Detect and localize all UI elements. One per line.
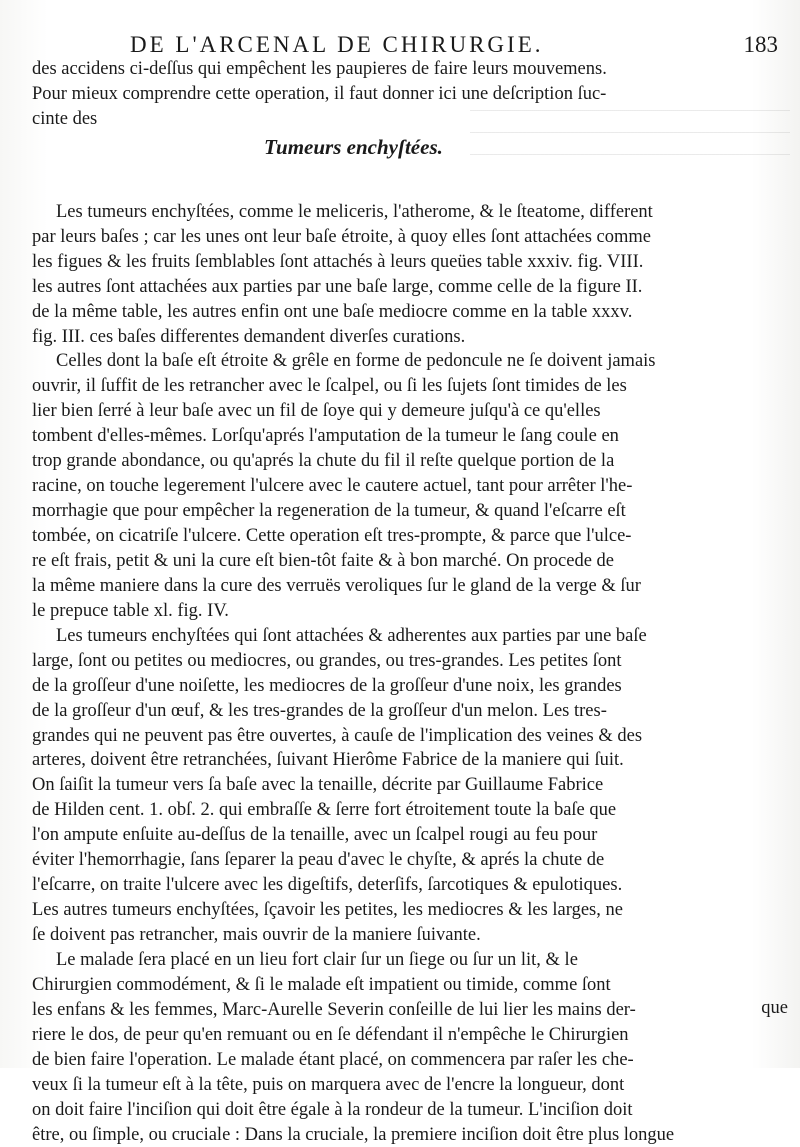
text-line: de la groſſeur d'une noiſette, les mediocres de la groſſeur d'une noix, les grandes bbox=[32, 674, 792, 699]
running-title: DE L'ARCENAL DE CHIRURGIE. bbox=[130, 32, 544, 58]
text-line: les figues & les fruits ſemblables ſont attachés à leurs queües table xxxiv. fig. VIII. bbox=[32, 250, 792, 275]
text-line: riere le dos, de peur qu'en remuant ou en ſe défendant il n'empêche le Chirurgien bbox=[32, 1023, 792, 1048]
blank-space bbox=[32, 162, 792, 200]
text-line: ouvrir, il ſuffit de les retrancher avec le ſcalpel, ou ſi les ſujets ſont timides de les bbox=[32, 374, 792, 399]
text-line: re eſt frais, petit & uni la cure eſt bien-tôt faite & à bon marché. On procede de bbox=[32, 549, 792, 574]
text-line: de la même table, les autres enfin ont une baſe mediocre comme en la table xxxv. bbox=[32, 300, 792, 325]
text-line: cinte des bbox=[32, 107, 792, 132]
text-line: tombent d'elles-mêmes. Lorſqu'aprés l'amputation de la tumeur le ſang coule en bbox=[32, 424, 792, 449]
text-line: tombée, on cicatriſe l'ulcere. Cette operation eſt tres-prompte, & parce que l'ulce- bbox=[32, 524, 792, 549]
text-line: l'on ampute enſuite au-deſſus de la tenaille, avec un ſcalpel rougi au feu pour bbox=[32, 823, 792, 848]
text-line: Le malade ſera placé en un lieu fort clair ſur un ſiege ou ſur un lit, & le bbox=[32, 948, 792, 973]
section-title: Tumeurs enchyſtées. bbox=[32, 132, 792, 162]
text-line: grandes qui ne peuvent pas être ouvertes, à cauſe de l'implication des veines & des bbox=[32, 724, 792, 749]
text-line: large, ſont ou petites ou mediocres, ou grandes, ou tres-grandes. Les petites ſont bbox=[32, 649, 792, 674]
text-line: veux ſi la tumeur eſt à la tête, puis on marquera avec de l'encre la longueur, dont bbox=[32, 1073, 792, 1098]
text-line: Chirurgien commodément, & ſi le malade eſt impatient ou timide, comme ſont bbox=[32, 973, 792, 998]
text-line: fig. III. ces baſes differentes demandent diverſes curations. bbox=[32, 325, 792, 350]
text-line: morrhagie que pour empêcher la regeneration de la tumeur, & quand l'eſcarre eſt bbox=[32, 499, 792, 524]
text-line: éviter l'hemorrhagie, ſans ſeparer la peau d'avec le chyſte, & aprés la chute de bbox=[32, 848, 792, 873]
text-line: On ſaiſit la tumeur vers ſa baſe avec la tenaille, décrite par Guillaume Fabrice bbox=[32, 773, 792, 798]
text-line: par leurs baſes ; car les unes ont leur baſe étroite, à quoy elles ſont attachées comme bbox=[32, 225, 792, 250]
text-line: de la groſſeur d'un œuf, & les tres-grandes de la groſſeur d'un melon. Les tres- bbox=[32, 699, 792, 724]
text-line: le prepuce table xl. fig. IV. bbox=[32, 599, 792, 624]
text-line: être, ou ſimple, ou cruciale : Dans la cruciale, la premiere inciſion doit être plus longue bbox=[32, 1123, 792, 1147]
text-line: la même maniere dans la cure des verruës veroliques ſur le gland de la verge & ſur bbox=[32, 574, 792, 599]
text-line: Les tumeurs enchyſtées qui ſont attachées & adherentes aux parties par une baſe bbox=[32, 624, 792, 649]
text-line: les autres ſont attachées aux parties par une baſe large, comme celle de la figure II. bbox=[32, 275, 792, 300]
text-line: de Hilden cent. 1. obſ. 2. qui embraſſe & ſerre fort étroitement toute la baſe que bbox=[32, 798, 792, 823]
text-line: Les autres tumeurs enchyſtées, ſçavoir les petites, les mediocres & les larges, ne bbox=[32, 898, 792, 923]
text-line: trop grande abondance, ou qu'aprés la chute du fil il reſte quelque portion de la bbox=[32, 449, 792, 474]
text-line: on doit faire l'inciſion qui doit être égale à la rondeur de la tumeur. L'inciſion doit bbox=[32, 1098, 792, 1123]
text-line: Celles dont la baſe eſt étroite & grêle en forme de pedoncule ne ſe doivent jamais bbox=[32, 349, 792, 374]
text-line: des accidens ci-deſſus qui empêchent les paupieres de faire leurs mouvemens. bbox=[32, 57, 792, 82]
text-line: Pour mieux comprendre cette operation, il faut donner ici une deſcription ſuc- bbox=[32, 82, 792, 107]
text-line: arteres, doivent être retranchées, ſuivant Hierôme Fabrice de la maniere qui ſuit. bbox=[32, 748, 792, 773]
text-line: lier bien ſerré à leur baſe avec un fil de ſoye qui y demeure juſqu'à ce qu'elles bbox=[32, 399, 792, 424]
text-line: racine, on touche legerement l'ulcere avec le cautere actuel, tant pour arrêter l'he- bbox=[32, 474, 792, 499]
text-line: ſe doivent pas retrancher, mais ouvrir de la maniere ſuivante. bbox=[32, 923, 792, 948]
text-line: Les tumeurs enchyſtées, comme le meliceris, l'atherome, & le ſteatome, different bbox=[32, 200, 792, 225]
text-line: les enfans & les femmes, Marc-Aurelle Severin conſeille de lui lier les mains der- bbox=[32, 998, 792, 1023]
body-text bbox=[32, 57, 792, 1147]
text-line: l'eſcarre, on traite l'ulcere avec les digeſtifs, deterſifs, ſarcotiques & epulotiques. bbox=[32, 873, 792, 898]
catchword: que bbox=[761, 998, 788, 1019]
text-line: de bien faire l'operation. Le malade étant placé, on commencera par raſer les che- bbox=[32, 1048, 792, 1073]
page-number: 183 bbox=[744, 32, 779, 58]
